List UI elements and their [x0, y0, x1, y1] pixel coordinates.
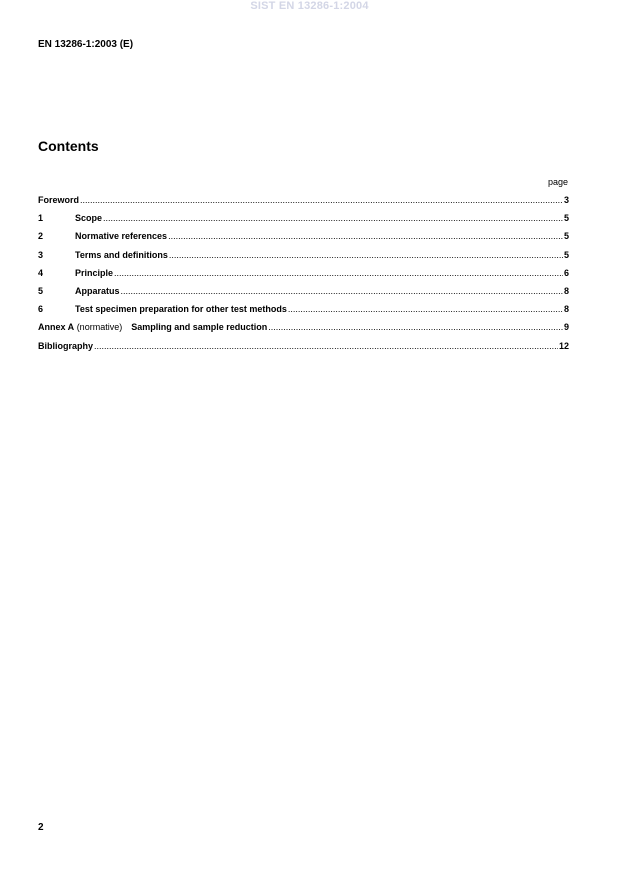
- toc-entry-title: Sampling and sample reduction: [131, 322, 268, 333]
- toc-entry-number: 4: [38, 267, 44, 278]
- toc-entry-title: Terms and definitions: [75, 249, 168, 260]
- page-column-label: page: [547, 177, 568, 187]
- toc-entry-title: Foreword: [38, 195, 80, 205]
- table-of-contents: [38, 195, 569, 359]
- contents-heading: Contents: [38, 138, 99, 154]
- toc-entry-principle[interactable]: [38, 268, 569, 286]
- toc-entry-title: Principle: [75, 267, 114, 278]
- toc-entry-number: 2: [38, 231, 44, 242]
- toc-dot-leader: [168, 231, 563, 241]
- toc-entry-page: 12: [558, 340, 569, 351]
- toc-annex-label: Annex A: [38, 322, 75, 333]
- document-identifier: EN 13286-1:2003 (E): [38, 39, 134, 50]
- toc-entry-number: 3: [38, 249, 44, 260]
- toc-entry-page: 3: [563, 195, 569, 205]
- toc-entry-title: Normative references: [75, 231, 168, 242]
- toc-entry-page: 8: [563, 304, 569, 315]
- toc-entry-bibliography[interactable]: [38, 341, 569, 359]
- toc-entry-number: 5: [38, 285, 44, 296]
- toc-dot-leader: [288, 304, 563, 314]
- toc-dot-leader: [169, 250, 563, 260]
- toc-dot-leader: [103, 213, 563, 223]
- toc-dot-leader: [114, 268, 563, 278]
- toc-entry-title: Bibliography: [38, 340, 94, 351]
- toc-entry-page: 5: [563, 249, 569, 260]
- toc-entry-normative-references[interactable]: [38, 231, 569, 249]
- toc-entry-number: 6: [38, 304, 44, 315]
- toc-entry-page: 6: [563, 267, 569, 278]
- toc-entry-page: 8: [563, 285, 569, 296]
- toc-dot-leader: [80, 195, 563, 205]
- toc-entry-number: 1: [38, 213, 44, 224]
- toc-dot-leader: [121, 286, 563, 296]
- toc-entry-title: Apparatus: [75, 285, 120, 296]
- toc-entry-terms-and-definitions[interactable]: [38, 250, 569, 268]
- toc-dot-leader: [94, 341, 558, 351]
- toc-entry-page: 9: [563, 322, 569, 333]
- toc-entry-title: Test specimen preparation for other test methods: [75, 304, 287, 315]
- toc-dot-leader: [268, 322, 563, 332]
- toc-entry-page: 5: [563, 213, 569, 224]
- toc-entry-page: 5: [563, 231, 569, 242]
- toc-entry-title: Scope: [75, 213, 103, 224]
- watermark: SIST EN 13286-1:2004: [250, 0, 369, 12]
- toc-entry-foreword[interactable]: [38, 195, 569, 213]
- toc-entry-apparatus[interactable]: [38, 286, 569, 304]
- toc-entry-annex-a[interactable]: [38, 322, 569, 340]
- toc-entry-scope[interactable]: [38, 213, 569, 231]
- page-number: 2: [38, 822, 44, 833]
- toc-entry-test-specimen-preparation[interactable]: [38, 304, 569, 322]
- toc-annex-kind: (normative): [76, 322, 123, 333]
